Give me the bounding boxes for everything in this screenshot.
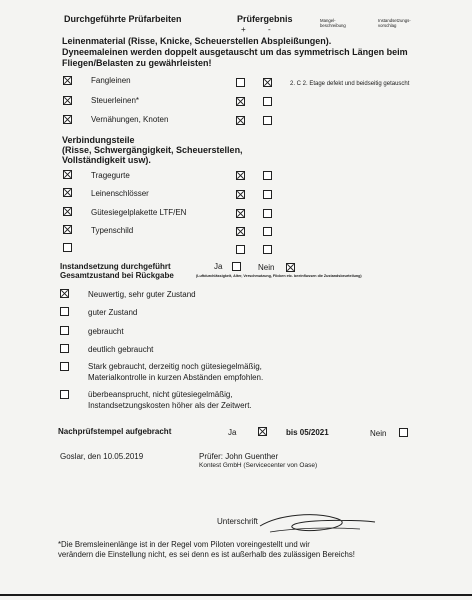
overall-heading: Gesamtzustand bei Rückgabe xyxy=(60,271,174,280)
option-checkbox[interactable] xyxy=(60,307,69,316)
lines-heading-2: Dyneemaleinen werden doppelt ausgetauscht um das symmetrisch Längen beim xyxy=(62,47,408,57)
item-label: Vernähungen, Knoten xyxy=(91,115,169,124)
overall-subnote: (Luftdurchlässigkeit, Alter, Verschmutzung, Flicken etc. beeinflussen die Zustandsbeurteilung) xyxy=(196,274,362,278)
defect-column-label: Mangel- beschreibung xyxy=(320,18,346,28)
option-checkbox[interactable] xyxy=(60,289,69,298)
section-title: Durchgeführte Prüfarbeiten xyxy=(64,14,182,24)
item-checkbox[interactable] xyxy=(63,188,72,197)
stamp-no-label: Nein xyxy=(370,429,387,438)
option-checkbox[interactable] xyxy=(60,362,69,371)
stamp-yes-label: Ja xyxy=(228,428,237,437)
minus-checkbox[interactable] xyxy=(263,209,272,218)
minus-column-label: - xyxy=(268,25,271,34)
lines-heading-3: Fliegen/Belasten zu gewährleisten! xyxy=(62,58,212,68)
item-checkbox[interactable] xyxy=(63,243,72,252)
stamp-no-checkbox[interactable] xyxy=(399,428,408,437)
signature-mark xyxy=(240,510,380,540)
inspector-company: Kontest GmbH (Servicecenter von Oase) xyxy=(199,462,318,469)
option-label: gebraucht xyxy=(88,327,124,336)
repair-column-label: Instandsetzungs- vorschlag xyxy=(378,18,411,28)
inspector-name: Prüfer: John Guenther xyxy=(199,452,279,461)
brake-note-line1: *Die Bremsleinenlänge ist in der Regel vom Piloten voreingestellt und wir xyxy=(58,540,310,549)
minus-checkbox[interactable] xyxy=(263,116,272,125)
plus-checkbox[interactable] xyxy=(236,245,245,254)
option-label: Neuwertig, sehr guter Zustand xyxy=(88,290,196,299)
item-label: Tragegurte xyxy=(91,171,130,180)
option-label-line1: überbeansprucht, nicht gütesiegelmäßig, xyxy=(88,390,233,399)
parts-heading-2: (Risse, Schwergängigkeit, Scheuerstellen, xyxy=(62,145,243,155)
item-checkbox[interactable] xyxy=(63,225,72,234)
option-label-line2: Materialkontrolle in kurzen Abständen empfohlen. xyxy=(88,373,264,382)
item-label: Typenschild xyxy=(91,226,134,235)
parts-heading-3: Vollständigkeit usw). xyxy=(62,155,151,165)
place-date: Goslar, den 10.05.2019 xyxy=(60,452,144,461)
option-checkbox[interactable] xyxy=(60,390,69,399)
item-label: Steuerleinen* xyxy=(91,96,140,105)
option-label: deutlich gebraucht xyxy=(88,345,154,354)
plus-checkbox[interactable] xyxy=(236,190,245,199)
repair-label: Instandsetzung durchgeführt xyxy=(60,262,171,271)
option-label: guter Zustand xyxy=(88,308,138,317)
stamp-label: Nachprüfstempel aufgebracht xyxy=(58,427,172,436)
repair-no-label: Nein xyxy=(258,263,275,272)
item-checkbox[interactable] xyxy=(63,96,72,105)
repair-yes-label: Ja xyxy=(214,262,223,271)
page-bottom-border xyxy=(0,594,472,596)
brake-note-line2: verändern die Einstellung nicht, es sei denn es ist außerhalb des zulässigen Bereichs! xyxy=(58,550,355,559)
option-label-line1: Stark gebraucht, derzeitig noch gütesiegelmäßig, xyxy=(88,362,262,371)
plus-checkbox[interactable] xyxy=(236,171,245,180)
item-checkbox[interactable] xyxy=(63,207,72,216)
minus-checkbox[interactable] xyxy=(263,171,272,180)
item-label: Leinenschlösser xyxy=(91,189,149,198)
plus-checkbox[interactable] xyxy=(236,116,245,125)
minus-checkbox[interactable] xyxy=(263,97,272,106)
minus-checkbox[interactable] xyxy=(263,190,272,199)
item-label: Gütesiegelplakette LTF/EN xyxy=(91,208,187,217)
plus-checkbox[interactable] xyxy=(236,78,245,87)
signature-label: Unterschrift xyxy=(217,517,258,526)
repair-yes-checkbox[interactable] xyxy=(232,262,241,271)
plus-checkbox[interactable] xyxy=(236,97,245,106)
item-checkbox[interactable] xyxy=(63,170,72,179)
defect-note: 2. C 2. Etage defekt und beidseitig getauscht xyxy=(290,81,410,87)
option-checkbox[interactable] xyxy=(60,326,69,335)
stamp-yes-checkbox[interactable] xyxy=(258,427,267,436)
option-label-line2: Instandsetzungskosten höher als der Zeitwert. xyxy=(88,401,252,410)
lines-heading-1: Leinenmaterial (Risse, Knicke, Scheuerstellen Abspleißungen). xyxy=(62,36,332,46)
plus-checkbox[interactable] xyxy=(236,227,245,236)
parts-heading-1: Verbindungsteile xyxy=(62,135,135,145)
minus-checkbox[interactable] xyxy=(263,227,272,236)
item-checkbox[interactable] xyxy=(63,76,72,85)
repair-no-checkbox[interactable] xyxy=(286,263,295,272)
minus-checkbox[interactable] xyxy=(263,78,272,87)
plus-column-label: + xyxy=(241,25,246,34)
item-checkbox[interactable] xyxy=(63,115,72,124)
result-column-label: Prüfergebnis xyxy=(237,14,293,24)
minus-checkbox[interactable] xyxy=(263,245,272,254)
plus-checkbox[interactable] xyxy=(236,209,245,218)
item-label: Fangleinen xyxy=(91,76,131,85)
option-checkbox[interactable] xyxy=(60,344,69,353)
stamp-until: bis 05/2021 xyxy=(286,428,329,437)
